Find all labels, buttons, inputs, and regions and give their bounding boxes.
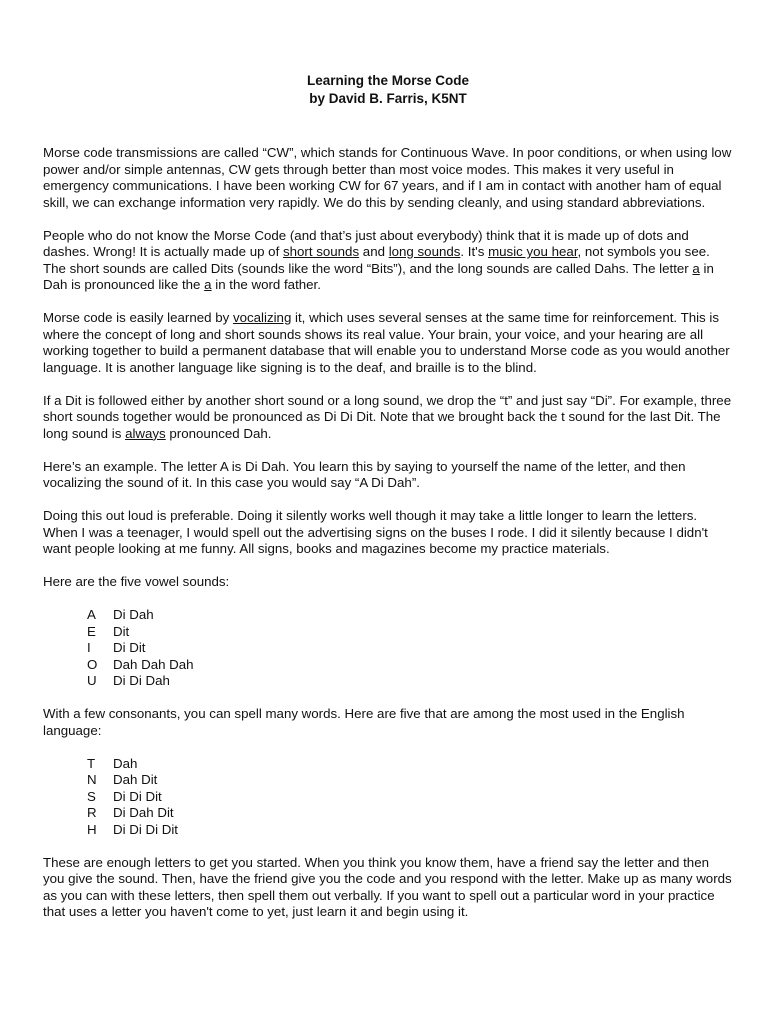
list-letter: O <box>87 656 98 672</box>
text-span: Morse code is easily learned by <box>43 310 233 325</box>
text-span: People who do not know the Morse Code (and that’s just about everybody) think that it is made up of dots and dashes. Wrong! It is actually made up of <box>43 227 689 259</box>
text-span: it, which uses several senses at the same time for reinforcement. This is where the concept of long and short sounds shows its real value. Your brain, your voice, and your hearing are all working together to build a permanent database that will enable you to understand Morse code as you would another language. It is another language like signing is to the deaf, and braille is to the blind. <box>43 310 730 375</box>
paragraph-sounds <box>43 228 733 294</box>
paragraph-intro: Morse code transmissions are called “CW”, which stands for Continuous Wave. In poor conditions, or when using low power and/or simple antennas, CW gets through better than most voice modes. This makes it very useful in emergency communications. I have been working CW for 67 years, and if I am in contact with another ham of equal skill, we can exchange information very rapidly. We do this by sending cleanly, and using standard abbreviations. <box>43 145 732 210</box>
list-letter: E <box>87 623 96 639</box>
paragraph-vowels-intro: Here are the five vowel sounds: <box>43 574 230 589</box>
document-page <box>43 72 733 937</box>
list-item <box>87 673 733 690</box>
list-letter: I <box>87 640 91 655</box>
list-item <box>87 789 733 806</box>
list-code: Di Di Dah <box>113 673 170 688</box>
list-letter: N <box>87 772 97 787</box>
list-letter: A <box>87 607 96 622</box>
text-span: and <box>359 244 389 259</box>
list-code: Di Dah Dit <box>113 805 174 820</box>
paragraph-vocalizing <box>43 310 733 376</box>
list-item <box>87 822 733 839</box>
title-block <box>43 72 733 108</box>
list-item <box>87 624 733 641</box>
paragraph-dit-rule <box>43 393 733 443</box>
paragraph-practice: These are enough letters to get you started. When you think you know them, have a friend say the letter and then you give the sound. Then, have the friend give you the code and you respond with the letter. Make up as many words as you can with these letters, then spell them out verbally. If you want to spell out a particular word in your practice that uses a letter you haven't come to yet, just learn it and begin using it. <box>43 854 732 919</box>
text-span: If a Dit is followed either by another short sound or a long sound, we drop the “t” and just say “Di”. For example, three short sounds together would be pronounced as Di Di Dit. Note that we brought back the t sound for the last Dit. The long sound is <box>43 392 732 441</box>
list-code: Dah Dit <box>113 772 158 787</box>
list-code: Di Dit <box>113 640 146 655</box>
text-span: . It's <box>460 244 489 259</box>
list-code: Dit <box>113 623 130 639</box>
list-letter: R <box>87 805 97 820</box>
list-letter: U <box>87 673 97 688</box>
underlined-text: long sounds <box>388 244 461 259</box>
list-item <box>87 640 733 657</box>
paragraph-out-loud: Doing this out loud is preferable. Doing it silently works well though it may take a little longer to learn the letters. When I was a teenager, I would spell out the advertising signs on the buses I rode. I did it silently because I didn't want people looking at me funny. All signs, books and magazines become my practice materials. <box>43 508 708 556</box>
paragraph-consonants-intro: With a few consonants, you can spell many words. Here are five that are among the most used in the English language: <box>43 706 685 738</box>
underlined-text: a <box>692 260 700 276</box>
underlined-text: short sounds <box>282 244 360 259</box>
list-code: Dah Dah Dah <box>113 656 194 672</box>
document-byline: by David B. Farris, K5NT <box>309 91 467 106</box>
list-code: Di Dah <box>113 607 154 622</box>
text-span: pronounced Dah. <box>165 425 272 441</box>
list-letter: S <box>87 788 96 804</box>
consonant-list <box>87 756 733 839</box>
underlined-text: a <box>204 277 212 292</box>
document-title: Learning the Morse Code <box>306 73 470 88</box>
list-item <box>87 607 733 624</box>
text-span: , not symbols you see. The short sounds are called Dits (sounds like the word “Bits”), and the long sounds are called Dahs. The letter <box>43 244 710 276</box>
paragraph-example: Here’s an example. The letter A is Di Dah. You learn this by saying to yourself the name of the letter, and then vocalizing the sound of it. In this case you would say “A Di Dah”. <box>43 458 686 490</box>
list-letter: T <box>87 755 96 771</box>
list-item <box>87 805 733 822</box>
underlined-text: music you hear <box>488 244 578 259</box>
text-span: in Dah is pronounced like the <box>43 260 714 292</box>
text-span: in the word father. <box>211 277 321 292</box>
list-item <box>87 772 733 789</box>
underlined-text: vocalizing <box>232 310 292 325</box>
list-item <box>87 756 733 773</box>
underlined-text: always <box>125 425 166 441</box>
list-code: Dah <box>113 755 138 771</box>
list-code: Di Di Di Dit <box>113 821 179 837</box>
list-code: Di Di Dit <box>113 788 162 804</box>
list-item <box>87 657 733 674</box>
vowel-list <box>87 607 733 690</box>
list-letter: H <box>87 821 97 837</box>
